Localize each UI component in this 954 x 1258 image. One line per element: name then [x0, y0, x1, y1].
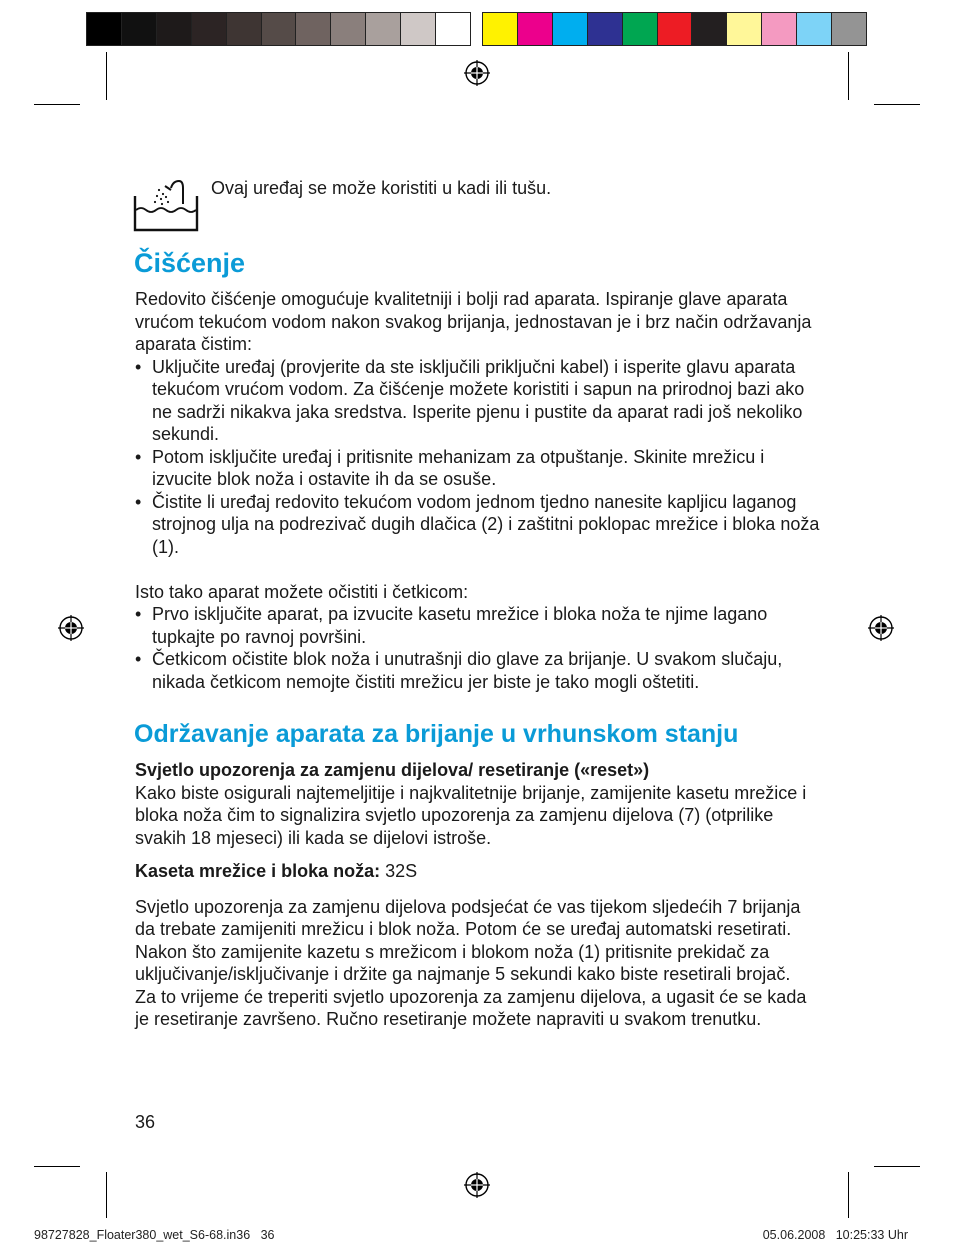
maintenance-heading: Održavanje aparata za brijanje u vrhunskom stanju [134, 720, 739, 748]
cassette-line [135, 860, 825, 883]
list-item: • Potom isključite uređaj i pritisnite mehanizam za otpuštanje. Skinite mrežicu i izvucite blok noža i ostavite ih da se osuše. [135, 446, 825, 491]
maintenance-para: Nakon što zamijenite kazetu s mrežicom i blokom noža (1) pritisnite prekidač za uključivanje/isključivanje i držite ga najmanje 5 sekundi kako biste resetirali brojač. [135, 941, 791, 984]
cassette-label: Kaseta mrežice i bloka noža: [135, 861, 381, 881]
crop-mark [848, 52, 849, 100]
color-swatch [401, 13, 436, 45]
list-item: • Čistite li uređaj redovito tekućom vodom jednom tjedno nanesite kapljicu laganog strojnog ulja na podrezivač dugih dlačica (2) i zaštitni poklopac mrežice i bloka noža (1). [135, 491, 825, 559]
color-swatch [483, 13, 518, 45]
registration-mark-icon [868, 615, 894, 641]
maintenance-para: Svjetlo upozorenja za zamjenu dijelova podsjećat će vas tijekom sljedećih 7 brijanja da trebate zamijeniti mrežicu i blok noža. Potom će se uređaj automatski resetirati. [135, 896, 801, 939]
grayscale-color-bar [86, 12, 471, 46]
color-swatch [623, 13, 658, 45]
bath-usage-note: Ovaj uređaj se može koristiti u kadi ili tušu. [211, 178, 552, 198]
bath-shower-icon [133, 178, 199, 232]
color-swatch [227, 13, 262, 45]
crop-mark [874, 1166, 920, 1167]
cleaning-section [135, 288, 825, 693]
brush-list [135, 603, 825, 693]
maintenance-section [135, 759, 825, 1031]
page-number: 36 [135, 1112, 156, 1132]
color-swatch [518, 13, 553, 45]
crop-mark [874, 104, 920, 105]
color-swatch [658, 13, 693, 45]
cleaning-intro: Redovito čišćenje omogućuje kvalitetniji i bolji rad aparata. Ispiranje glave aparata vrućom tekućom vodom nakon svakog brijanja, jednostavan je i brz način održavanja aparata čistim: [135, 289, 812, 354]
color-swatch [727, 13, 762, 45]
registration-mark-icon [464, 1172, 490, 1198]
color-swatch [192, 13, 227, 45]
color-swatch [366, 13, 401, 45]
reset-subtitle: Svjetlo upozorenja za zamjenu dijelova/ resetiranje («reset») [135, 760, 650, 780]
list-item: • Četkicom očistite blok noža i unutrašnji dio glave za brijanje. U svakom slučaju, nikada četkicom nemojte čistiti mrežicu jer biste je tako mogli oštetiti. [135, 648, 825, 693]
color-swatch [797, 13, 832, 45]
maintenance-para: Kako biste osigurali najtemeljitije i najkvalitetnije brijanje, zamijenite kasetu mrežice i bloka noža čim to signalizira svjetlo upozorenja za zamjenu dijelova (7) (otprilike svakih 18 mjeseci) ili kada se dijelovi istroše. [135, 782, 807, 848]
color-swatch [588, 13, 623, 45]
color-swatch [832, 13, 866, 45]
color-swatch [157, 13, 192, 45]
brush-intro: Isto tako aparat možete očistiti i četkicom: [135, 581, 469, 602]
color-swatch [262, 13, 297, 45]
process-color-bar [482, 12, 867, 46]
footer-timestamp: 05.06.2008 10:25:33 Uhr [762, 1228, 908, 1242]
color-swatch [553, 13, 588, 45]
registration-mark-icon [464, 60, 490, 86]
cleaning-list [135, 356, 825, 559]
crop-mark [106, 1172, 107, 1218]
color-swatch [762, 13, 797, 45]
color-swatch [692, 13, 727, 45]
crop-mark [34, 104, 80, 105]
crop-mark [848, 1172, 849, 1218]
crop-mark [106, 52, 107, 100]
footer-file-info: 98727828_Floater380_wet_S6-68.in36 36 [34, 1228, 275, 1242]
color-swatch [436, 13, 470, 45]
registration-mark-icon [58, 615, 84, 641]
list-item: • Prvo isključite aparat, pa izvucite kasetu mrežice i bloka noža te njime lagano tupkajte po ravnoj površini. [135, 603, 825, 648]
color-swatch [296, 13, 331, 45]
crop-mark [34, 1166, 80, 1167]
maintenance-para: Za to vrijeme će treperiti svjetlo upozorenja za zamjenu dijelova, a ugasit će se kada je resetiranje završeno. Ručno resetiranje možete napraviti u svakom trenutku. [135, 986, 807, 1029]
color-swatch [122, 13, 157, 45]
color-swatch [87, 13, 122, 45]
cassette-value: 32S [380, 861, 418, 881]
list-item: • Uključite uređaj (provjerite da ste isključili priključni kabel) i isperite glavu aparata tekućom vrućom vodom. Za čišćenje možete koristiti i sapun na prirodnoj bazi ako ne sadrži nikakva jaka sredstva. Isperite pjenu i pustite da aparat radi još nekoliko sekundi. [135, 356, 825, 446]
color-swatch [331, 13, 366, 45]
cleaning-heading: Čišćenje [134, 248, 246, 278]
